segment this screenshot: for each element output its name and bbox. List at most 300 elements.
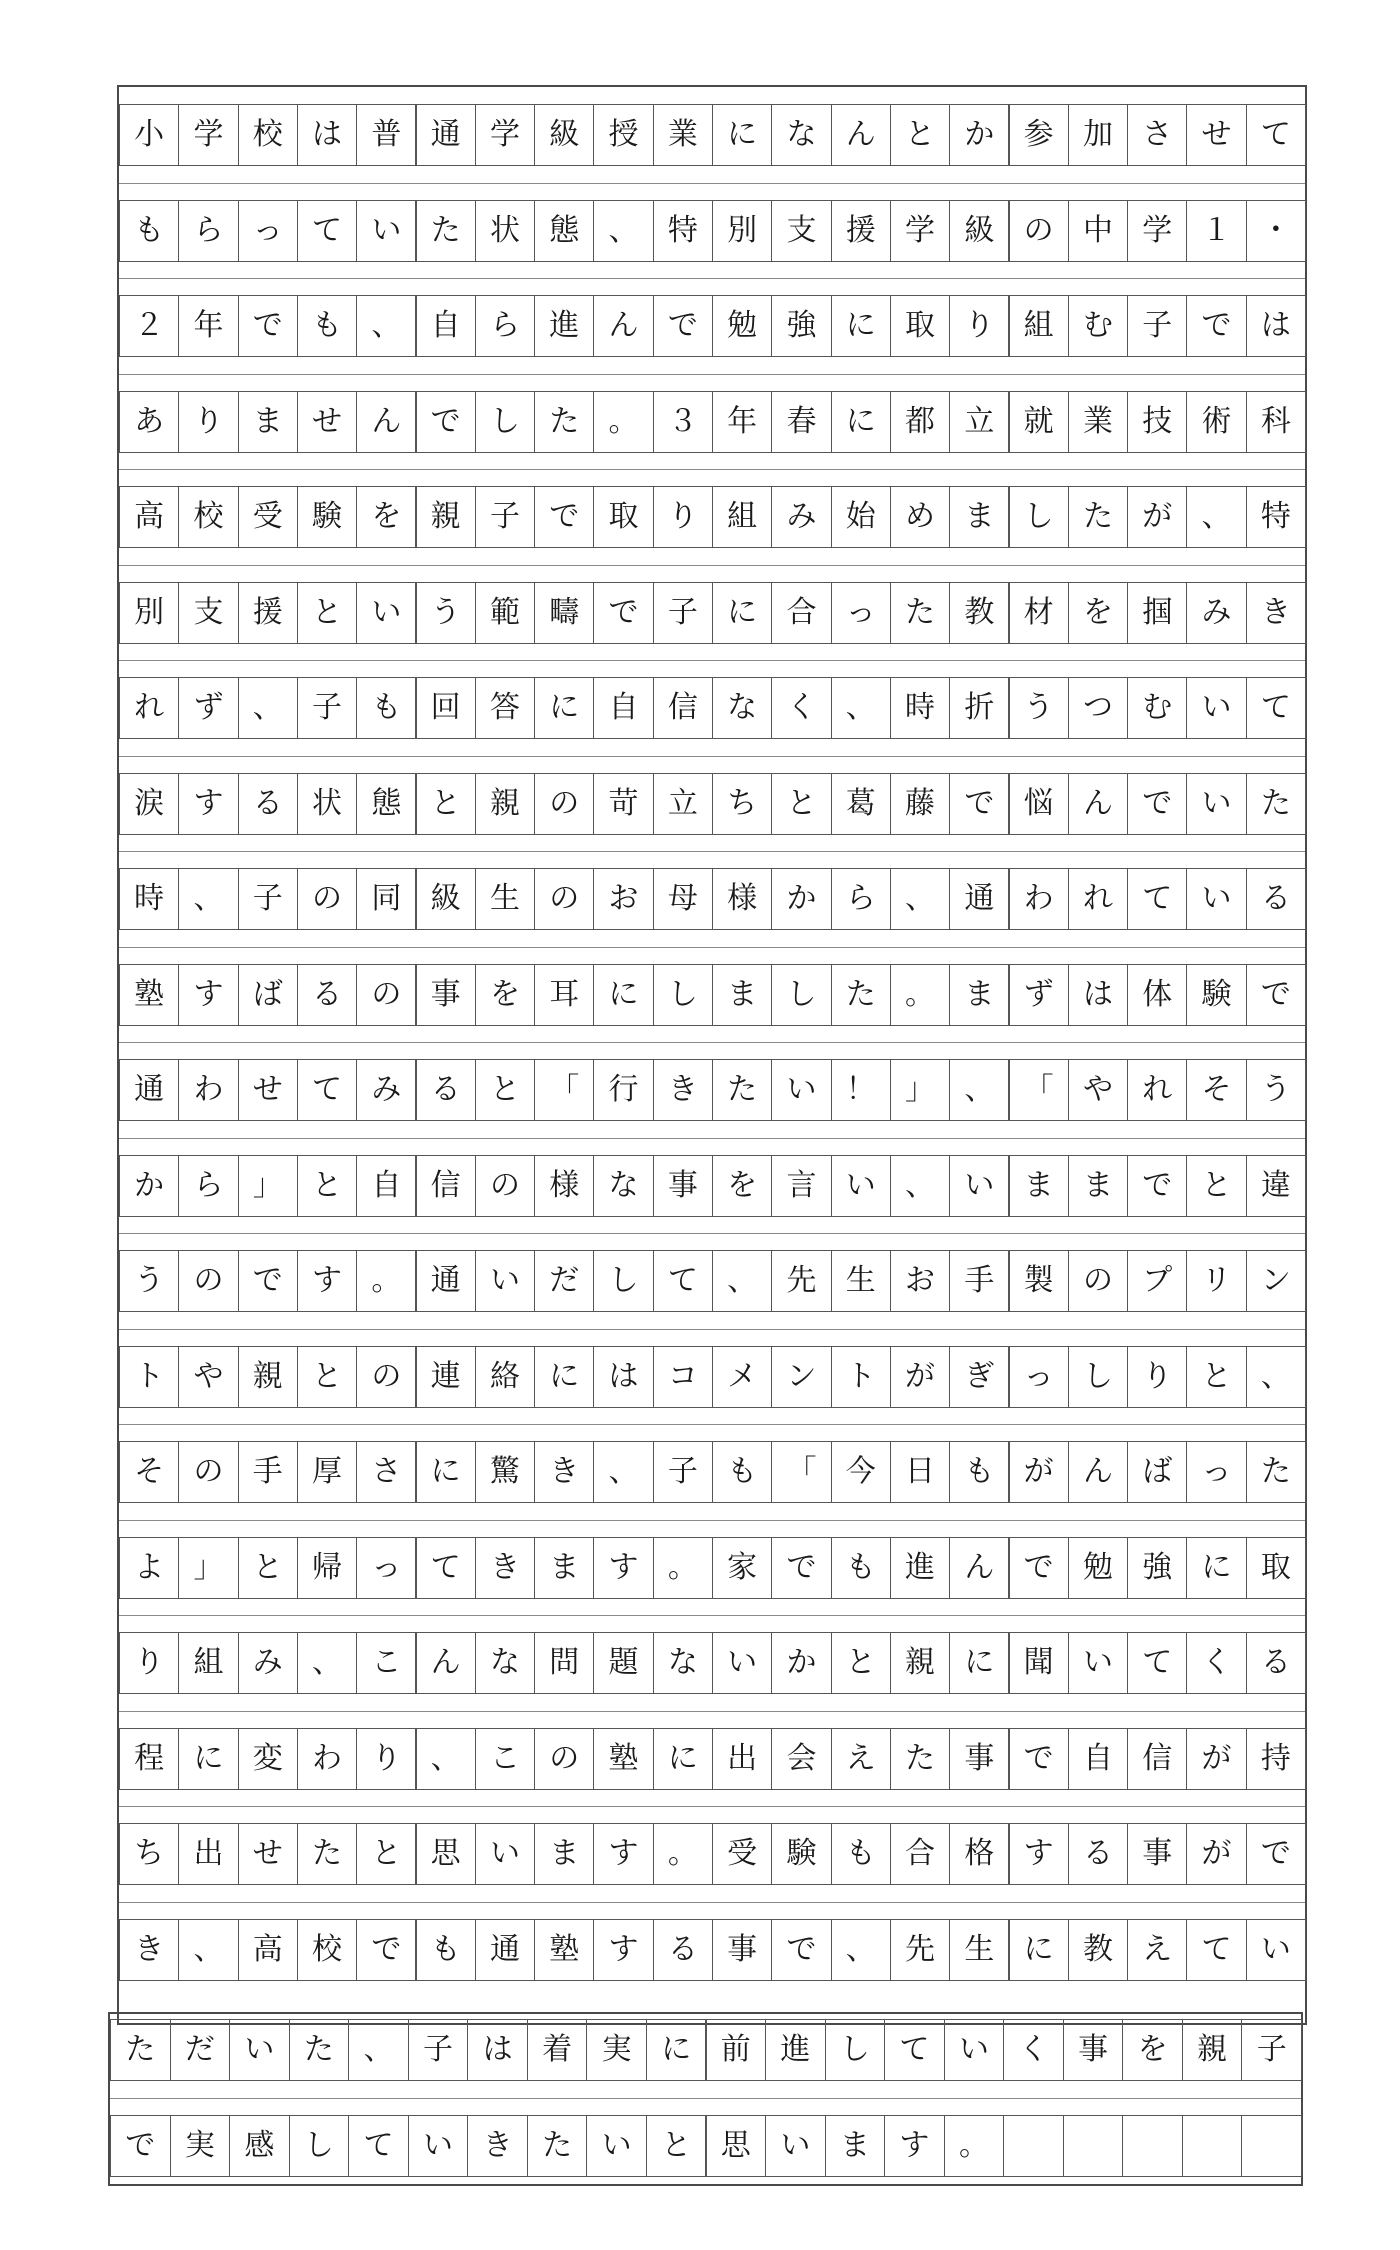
manuscript-character: れ	[1127, 1059, 1187, 1121]
manuscript-character: と	[1186, 1155, 1246, 1217]
manuscript-character: 体	[1127, 964, 1187, 1026]
manuscript-character: い	[586, 2115, 647, 2177]
manuscript-character: の	[1009, 200, 1069, 262]
manuscript-character: っ	[238, 200, 298, 262]
ruby-gap-rule	[119, 1138, 1305, 1139]
manuscript-character: の	[1068, 1250, 1128, 1312]
manuscript-line	[119, 1823, 1305, 1885]
manuscript-character: と	[771, 773, 831, 835]
manuscript-character: 程	[119, 1728, 179, 1790]
manuscript-character: 春	[771, 391, 831, 453]
manuscript-line	[119, 1632, 1305, 1694]
manuscript-character: な	[771, 104, 831, 166]
manuscript-line	[119, 104, 1305, 166]
manuscript-character: 格	[949, 1823, 1009, 1885]
manuscript-character: 葛	[831, 773, 891, 835]
manuscript-character: 強	[771, 295, 831, 357]
manuscript-character: で	[1127, 773, 1187, 835]
ruby-gap-rule	[119, 1902, 1305, 1903]
manuscript-character: に	[178, 1728, 238, 1790]
manuscript-character: い	[944, 2019, 1005, 2081]
manuscript-character: 家	[712, 1537, 772, 1599]
manuscript-character: 高	[119, 486, 179, 548]
manuscript-empty-cell	[1063, 2115, 1124, 2177]
manuscript-character: 親	[1182, 2019, 1243, 2081]
manuscript-character: 態	[534, 200, 594, 262]
manuscript-character: は	[593, 1346, 653, 1408]
manuscript-character: 年	[712, 391, 772, 453]
manuscript-character: た	[1068, 486, 1128, 548]
manuscript-character: 組	[712, 486, 772, 548]
manuscript-character: 、	[297, 1632, 357, 1694]
manuscript-character: 普	[356, 104, 416, 166]
manuscript-character: ら	[178, 1155, 238, 1217]
manuscript-character: で	[238, 1250, 298, 1312]
manuscript-character: と	[646, 2115, 707, 2177]
manuscript-line	[119, 1059, 1305, 1121]
manuscript-character: 行	[593, 1059, 653, 1121]
manuscript-character: 術	[1186, 391, 1246, 453]
manuscript-line	[119, 1441, 1305, 1503]
manuscript-character: 通	[416, 1250, 476, 1312]
manuscript-character: 信	[416, 1155, 476, 1217]
manuscript-character: で	[1127, 1155, 1187, 1217]
manuscript-character: は	[297, 104, 357, 166]
manuscript-character: り	[356, 1728, 416, 1790]
manuscript-character: た	[712, 1059, 772, 1121]
manuscript-character: 学	[475, 104, 535, 166]
manuscript-character: た	[1246, 773, 1306, 835]
manuscript-line	[110, 2019, 1301, 2081]
manuscript-character: 塾	[534, 1919, 594, 1981]
manuscript-character: る	[238, 773, 298, 835]
manuscript-character: で	[771, 1919, 831, 1981]
manuscript-character: め	[890, 486, 950, 548]
manuscript-character: の	[297, 868, 357, 930]
manuscript-character: る	[1068, 1823, 1128, 1885]
manuscript-character: ま	[825, 2115, 886, 2177]
manuscript-character: 信	[653, 677, 713, 739]
manuscript-character: 子	[653, 582, 713, 644]
manuscript-character: や	[178, 1346, 238, 1408]
manuscript-character: い	[949, 1155, 1009, 1217]
manuscript-character: 進	[534, 295, 594, 357]
ruby-gap-rule	[119, 374, 1305, 375]
manuscript-character: に	[712, 104, 772, 166]
manuscript-character: 級	[534, 104, 594, 166]
ruby-gap-rule	[119, 1329, 1305, 1330]
manuscript-character: い	[356, 200, 416, 262]
manuscript-character: の	[475, 1155, 535, 1217]
manuscript-character: 涙	[119, 773, 179, 835]
manuscript-character: う	[1009, 677, 1069, 739]
manuscript-character: て	[884, 2019, 945, 2081]
manuscript-character: を	[712, 1155, 772, 1217]
manuscript-character: ら	[475, 295, 535, 357]
manuscript-character: と	[356, 1823, 416, 1885]
manuscript-character: む	[1068, 295, 1128, 357]
manuscript-character: 厚	[297, 1441, 357, 1503]
manuscript-character: ん	[1068, 773, 1128, 835]
manuscript-character: ま	[1068, 1155, 1128, 1217]
manuscript-character: 取	[593, 486, 653, 548]
manuscript-character: み	[771, 486, 831, 548]
manuscript-line	[119, 486, 1305, 548]
manuscript-character: 。	[653, 1537, 713, 1599]
manuscript-character: 変	[238, 1728, 298, 1790]
ruby-gap-rule	[119, 947, 1305, 948]
manuscript-character: た	[297, 1823, 357, 1885]
manuscript-character: 学	[890, 200, 950, 262]
manuscript-character: 加	[1068, 104, 1128, 166]
manuscript-character: 連	[416, 1346, 476, 1408]
manuscript-character: 状	[475, 200, 535, 262]
manuscript-character: 験	[297, 486, 357, 548]
manuscript-character: 耳	[534, 964, 594, 1026]
manuscript-character: だ	[170, 2019, 231, 2081]
manuscript-character: の	[534, 868, 594, 930]
manuscript-character: に	[653, 1728, 713, 1790]
manuscript-character: 支	[771, 200, 831, 262]
manuscript-character: も	[712, 1441, 772, 1503]
manuscript-character: ３	[653, 391, 713, 453]
manuscript-character: に	[949, 1632, 1009, 1694]
manuscript-character: 自	[593, 677, 653, 739]
manuscript-character: て	[1127, 868, 1187, 930]
ruby-gap-rule	[119, 1520, 1305, 1521]
manuscript-character: っ	[356, 1537, 416, 1599]
manuscript-character: 技	[1127, 391, 1187, 453]
manuscript-character: コ	[653, 1346, 713, 1408]
manuscript-character: で	[1246, 964, 1306, 1026]
manuscript-character: 感	[229, 2115, 290, 2177]
manuscript-character: で	[238, 295, 298, 357]
manuscript-character: た	[289, 2019, 350, 2081]
manuscript-character: ら	[831, 868, 891, 930]
manuscript-character: て	[348, 2115, 409, 2177]
manuscript-character: ん	[831, 104, 891, 166]
manuscript-character: て	[1246, 104, 1306, 166]
manuscript-character: る	[1246, 1632, 1306, 1694]
manuscript-character: ず	[1009, 964, 1069, 1026]
manuscript-character: が	[1186, 1728, 1246, 1790]
manuscript-character: て	[416, 1537, 476, 1599]
ruby-gap-rule	[119, 1042, 1305, 1043]
manuscript-character: 始	[831, 486, 891, 548]
manuscript-character: 様	[712, 868, 772, 930]
manuscript-character: 同	[356, 868, 416, 930]
manuscript-character: ン	[771, 1346, 831, 1408]
manuscript-character: わ	[297, 1728, 357, 1790]
manuscript-character: む	[1127, 677, 1187, 739]
manuscript-character: っ	[831, 582, 891, 644]
manuscript-character: き	[119, 1919, 179, 1981]
manuscript-character: 思	[416, 1823, 476, 1885]
manuscript-character: の	[534, 773, 594, 835]
manuscript-character: た	[416, 200, 476, 262]
manuscript-character: い	[1068, 1632, 1128, 1694]
manuscript-character: に	[646, 2019, 707, 2081]
manuscript-character: き	[467, 2115, 528, 2177]
manuscript-character: 就	[1009, 391, 1069, 453]
manuscript-character: 験	[771, 1823, 831, 1885]
manuscript-character: き	[534, 1441, 594, 1503]
manuscript-character: 勉	[712, 295, 772, 357]
manuscript-character: 、	[831, 1919, 891, 1981]
manuscript-character: い	[831, 1155, 891, 1217]
manuscript-character: 、	[593, 200, 653, 262]
manuscript-line	[119, 582, 1305, 644]
manuscript-character: と	[475, 1059, 535, 1121]
manuscript-character: 帰	[297, 1537, 357, 1599]
manuscript-character: の	[178, 1441, 238, 1503]
manuscript-character: る	[653, 1919, 713, 1981]
manuscript-character: 、	[238, 677, 298, 739]
manuscript-character: も	[949, 1441, 1009, 1503]
manuscript-lower-block	[108, 2012, 1303, 2186]
manuscript-character: る	[297, 964, 357, 1026]
manuscript-character: を	[356, 486, 416, 548]
manuscript-character: て	[297, 1059, 357, 1121]
manuscript-character: な	[653, 1632, 713, 1694]
manuscript-character: ・	[1246, 200, 1306, 262]
manuscript-character: 問	[534, 1632, 594, 1694]
manuscript-character: し	[289, 2115, 350, 2177]
manuscript-line	[119, 200, 1305, 262]
manuscript-character: お	[890, 1250, 950, 1312]
manuscript-character: 様	[534, 1155, 594, 1217]
manuscript-character: 親	[416, 486, 476, 548]
manuscript-character: す	[593, 1823, 653, 1885]
ruby-gap-rule	[119, 1615, 1305, 1616]
manuscript-character: の	[178, 1250, 238, 1312]
manuscript-character: し	[1068, 1346, 1128, 1408]
manuscript-character: を	[475, 964, 535, 1026]
manuscript-character: 業	[1068, 391, 1128, 453]
manuscript-character: ま	[949, 486, 1009, 548]
manuscript-character: す	[593, 1919, 653, 1981]
manuscript-character: 子	[1241, 2019, 1302, 2081]
manuscript-character: に	[831, 391, 891, 453]
manuscript-character: 受	[238, 486, 298, 548]
manuscript-character: い	[1246, 1919, 1306, 1981]
manuscript-character: 別	[119, 582, 179, 644]
manuscript-character: し	[1009, 486, 1069, 548]
manuscript-character: 校	[297, 1919, 357, 1981]
manuscript-character: て	[1246, 677, 1306, 739]
manuscript-character: せ	[238, 1059, 298, 1121]
manuscript-character: 中	[1068, 200, 1128, 262]
manuscript-character: し	[825, 2019, 886, 2081]
manuscript-line	[119, 1728, 1305, 1790]
manuscript-character: ら	[178, 200, 238, 262]
manuscript-character: で	[1009, 1728, 1069, 1790]
manuscript-character: 進	[765, 2019, 826, 2081]
manuscript-character: 。	[890, 964, 950, 1026]
manuscript-character: い	[1186, 773, 1246, 835]
manuscript-character: 合	[890, 1823, 950, 1885]
manuscript-character: 、	[178, 868, 238, 930]
manuscript-character: が	[1009, 1441, 1069, 1503]
manuscript-line	[119, 1919, 1305, 1981]
manuscript-line	[119, 1537, 1305, 1599]
manuscript-character: た	[890, 1728, 950, 1790]
manuscript-character: 違	[1246, 1155, 1306, 1217]
manuscript-character: 、	[712, 1250, 772, 1312]
manuscript-character: で	[1186, 295, 1246, 357]
manuscript-character: 校	[178, 486, 238, 548]
manuscript-character: プ	[1127, 1250, 1187, 1312]
manuscript-character: つ	[1068, 677, 1128, 739]
manuscript-character: で	[1009, 1537, 1069, 1599]
manuscript-character: う	[119, 1250, 179, 1312]
manuscript-character: と	[831, 1632, 891, 1694]
manuscript-character: に	[593, 964, 653, 1026]
manuscript-character: 」	[178, 1537, 238, 1599]
manuscript-character: も	[119, 200, 179, 262]
manuscript-character: 「	[1009, 1059, 1069, 1121]
manuscript-character: う	[416, 582, 476, 644]
manuscript-character: 支	[178, 582, 238, 644]
manuscript-character: 疇	[534, 582, 594, 644]
manuscript-character: 今	[831, 1441, 891, 1503]
manuscript-character: 日	[890, 1441, 950, 1503]
manuscript-character: す	[1009, 1823, 1069, 1885]
manuscript-character: も	[356, 677, 416, 739]
manuscript-character: 組	[1009, 295, 1069, 357]
manuscript-character: 別	[712, 200, 772, 262]
manuscript-character: 実	[586, 2019, 647, 2081]
manuscript-character: は	[467, 2019, 528, 2081]
manuscript-character: や	[1068, 1059, 1128, 1121]
manuscript-character: わ	[1009, 868, 1069, 930]
manuscript-character: し	[475, 391, 535, 453]
ruby-gap-rule	[119, 469, 1305, 470]
manuscript-character: え	[831, 1728, 891, 1790]
manuscript-character: で	[110, 2115, 171, 2177]
manuscript-character: 絡	[475, 1346, 535, 1408]
manuscript-character: 、	[178, 1919, 238, 1981]
manuscript-character: と	[890, 104, 950, 166]
manuscript-character: 前	[706, 2019, 767, 2081]
manuscript-character: 、	[890, 1155, 950, 1217]
manuscript-character: で	[356, 1919, 416, 1981]
manuscript-character: 親	[475, 773, 535, 835]
ruby-gap-rule	[119, 278, 1305, 279]
manuscript-character: の	[356, 1346, 416, 1408]
manuscript-character: を	[1122, 2019, 1183, 2081]
manuscript-character: 受	[712, 1823, 772, 1885]
manuscript-character: が	[890, 1346, 950, 1408]
manuscript-character: き	[653, 1059, 713, 1121]
manuscript-upper-block	[117, 85, 1307, 2025]
manuscript-character: で	[534, 486, 594, 548]
manuscript-character: 校	[238, 104, 298, 166]
manuscript-character: 事	[949, 1728, 1009, 1790]
manuscript-character: と	[1186, 1346, 1246, 1408]
manuscript-character: っ	[1009, 1346, 1069, 1408]
manuscript-character: そ	[119, 1441, 179, 1503]
manuscript-character: 自	[356, 1155, 416, 1217]
manuscript-character: 高	[238, 1919, 298, 1981]
manuscript-character: し	[653, 964, 713, 1026]
manuscript-character: し	[771, 964, 831, 1026]
manuscript-character: う	[1246, 1059, 1306, 1121]
manuscript-character: 級	[416, 868, 476, 930]
manuscript-character: で	[593, 582, 653, 644]
manuscript-character: 取	[1246, 1537, 1306, 1599]
manuscript-character: 先	[890, 1919, 950, 1981]
manuscript-character: １	[1186, 200, 1246, 262]
manuscript-character: よ	[119, 1537, 179, 1599]
ruby-gap-rule	[119, 183, 1305, 184]
manuscript-character: 、	[356, 295, 416, 357]
manuscript-character: す	[178, 773, 238, 835]
ruby-gap-rule	[119, 851, 1305, 852]
manuscript-character: み	[1186, 582, 1246, 644]
manuscript-character: 実	[170, 2115, 231, 2177]
manuscript-character: 材	[1009, 582, 1069, 644]
manuscript-character: 、	[1186, 486, 1246, 548]
manuscript-character: ２	[119, 295, 179, 357]
manuscript-character: ま	[534, 1537, 594, 1599]
manuscript-character: る	[416, 1059, 476, 1121]
manuscript-character: 学	[1127, 200, 1187, 262]
manuscript-character: 親	[238, 1346, 298, 1408]
manuscript-character: 親	[890, 1632, 950, 1694]
manuscript-character: ず	[178, 677, 238, 739]
manuscript-character: て	[1186, 1919, 1246, 1981]
manuscript-line	[119, 391, 1305, 453]
manuscript-character: 生	[831, 1250, 891, 1312]
manuscript-character: 事	[712, 1919, 772, 1981]
manuscript-character: 答	[475, 677, 535, 739]
manuscript-character: も	[831, 1823, 891, 1885]
manuscript-empty-cell	[1003, 2115, 1064, 2177]
manuscript-character: 子	[238, 868, 298, 930]
manuscript-character: り	[178, 391, 238, 453]
manuscript-character: ん	[593, 295, 653, 357]
manuscript-character: ば	[1127, 1441, 1187, 1503]
manuscript-character: た	[1246, 1441, 1306, 1503]
manuscript-line	[119, 773, 1305, 835]
manuscript-character: 、	[593, 1441, 653, 1503]
manuscript-character: す	[178, 964, 238, 1026]
manuscript-character: 驚	[475, 1441, 535, 1503]
manuscript-empty-cell	[1122, 2115, 1183, 2177]
ruby-gap-rule	[110, 2098, 1301, 2099]
manuscript-character: の	[356, 964, 416, 1026]
ruby-gap-rule	[119, 1233, 1305, 1234]
ruby-gap-rule	[119, 1806, 1305, 1807]
manuscript-character: 授	[593, 104, 653, 166]
manuscript-character: 折	[949, 677, 1009, 739]
manuscript-character: 年	[178, 295, 238, 357]
manuscript-character: た	[534, 391, 594, 453]
manuscript-character: 。	[593, 391, 653, 453]
manuscript-character: 教	[1068, 1919, 1128, 1981]
manuscript-line	[119, 1346, 1305, 1408]
manuscript-character: せ	[297, 391, 357, 453]
manuscript-character: き	[1246, 582, 1306, 644]
manuscript-character: 特	[653, 200, 713, 262]
manuscript-character: た	[527, 2115, 588, 2177]
manuscript-character: ん	[416, 1632, 476, 1694]
ruby-gap-rule	[119, 756, 1305, 757]
manuscript-character: も	[416, 1919, 476, 1981]
manuscript-character: 塾	[593, 1728, 653, 1790]
manuscript-character: ば	[238, 964, 298, 1026]
